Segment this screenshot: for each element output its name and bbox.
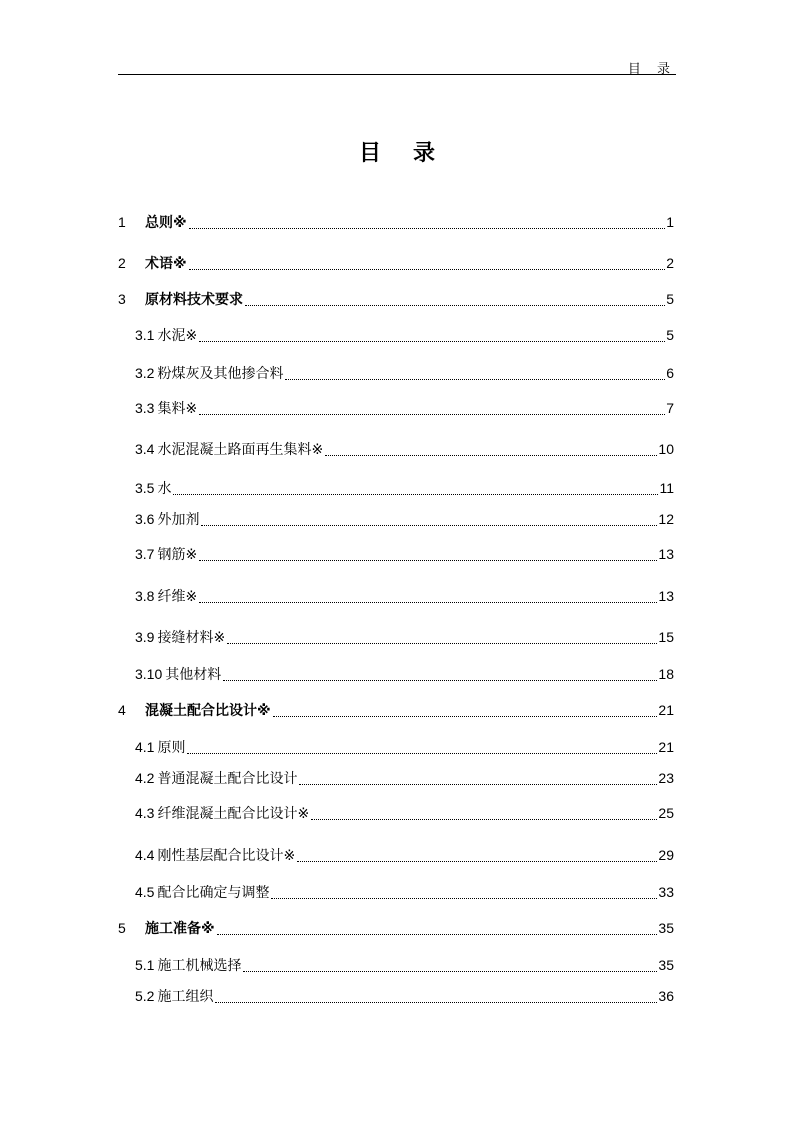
dot-leader xyxy=(299,783,657,785)
toc-entry[interactable] xyxy=(135,956,674,975)
toc-title: 纤维混凝土配合比设计※ xyxy=(157,806,310,822)
dot-leader xyxy=(273,715,658,717)
dot-leader xyxy=(245,304,665,306)
toc-number: 4.4 xyxy=(135,847,155,863)
page-title: 目录 xyxy=(358,141,467,166)
toc-entry[interactable] xyxy=(135,510,674,529)
toc-page-number: 15 xyxy=(658,629,674,645)
toc-entry[interactable] xyxy=(135,364,674,383)
dot-leader xyxy=(271,897,657,899)
toc-number: 3.6 xyxy=(135,511,155,527)
toc-title: 其他材料 xyxy=(165,667,222,683)
toc-number: 4.5 xyxy=(135,884,155,900)
toc-page-number: 21 xyxy=(658,739,674,755)
toc-page-number: 21 xyxy=(658,702,674,718)
toc-entry[interactable] xyxy=(135,628,674,647)
toc-entry[interactable] xyxy=(135,545,674,564)
toc-number: 1 xyxy=(118,214,126,230)
toc-entry[interactable] xyxy=(118,213,674,232)
toc-page-number: 11 xyxy=(659,480,674,496)
dot-leader xyxy=(311,818,657,820)
dot-leader xyxy=(173,493,658,495)
toc-page-number: 7 xyxy=(666,400,674,416)
toc-entry[interactable] xyxy=(135,846,674,865)
toc-entry[interactable] xyxy=(135,479,674,498)
dot-leader xyxy=(285,378,665,380)
toc-page-number: 13 xyxy=(658,588,674,604)
toc-title: 水 xyxy=(157,481,172,497)
toc-number: 3.10 xyxy=(135,666,163,682)
dot-leader xyxy=(243,970,657,972)
toc-page-number: 35 xyxy=(658,957,674,973)
toc-title: 施工机械选择 xyxy=(157,958,242,974)
toc-page-number: 23 xyxy=(658,770,674,786)
toc-entry[interactable] xyxy=(118,290,674,309)
toc-entry[interactable] xyxy=(118,254,674,273)
dot-leader xyxy=(199,559,657,561)
toc-number: 3.4 xyxy=(135,441,155,457)
toc-title: 总则※ xyxy=(145,215,187,231)
toc-page-number: 5 xyxy=(666,327,674,343)
toc-page-number: 36 xyxy=(658,988,674,1004)
toc-entry[interactable] xyxy=(135,987,674,1006)
toc-title: 外加剂 xyxy=(157,512,200,528)
toc-entry[interactable] xyxy=(135,399,674,418)
toc-number: 3.3 xyxy=(135,400,155,416)
toc-title: 配合比确定与调整 xyxy=(157,885,270,901)
toc-number: 3.9 xyxy=(135,629,155,645)
toc-title: 施工组织 xyxy=(157,989,214,1005)
toc-page-number: 2 xyxy=(666,255,674,271)
toc-title: 混凝土配合比设计※ xyxy=(145,703,271,719)
toc-entry[interactable] xyxy=(135,440,674,459)
toc-page-number: 33 xyxy=(658,884,674,900)
dot-leader xyxy=(297,860,657,862)
toc-page-number: 6 xyxy=(666,365,674,381)
toc-entry[interactable] xyxy=(135,326,674,345)
toc-title: 水泥※ xyxy=(157,328,198,344)
dot-leader xyxy=(189,268,666,270)
dot-leader xyxy=(217,933,658,935)
toc-entry[interactable] xyxy=(118,919,674,938)
toc-title: 集料※ xyxy=(157,401,198,417)
toc-number: 4.2 xyxy=(135,770,155,786)
toc-number: 3.7 xyxy=(135,546,155,562)
toc-page-number: 10 xyxy=(658,441,674,457)
toc-number: 5 xyxy=(118,920,126,936)
toc-page-number: 1 xyxy=(666,214,674,230)
toc-entry[interactable] xyxy=(135,804,674,823)
toc-entry[interactable] xyxy=(135,883,674,902)
dot-leader xyxy=(227,642,657,644)
toc-number: 4 xyxy=(118,702,126,718)
running-header: 目 录 xyxy=(627,62,676,77)
toc-entry[interactable] xyxy=(135,587,674,606)
dot-leader xyxy=(199,601,657,603)
toc-number: 3.8 xyxy=(135,588,155,604)
dot-leader xyxy=(223,679,657,681)
toc-title: 原材料技术要求 xyxy=(145,292,243,308)
toc-page-number: 13 xyxy=(658,546,674,562)
toc-title: 普通混凝土配合比设计 xyxy=(157,771,298,787)
toc-title: 施工准备※ xyxy=(145,921,215,937)
toc-title: 接缝材料※ xyxy=(157,630,226,646)
toc-title: 纤维※ xyxy=(157,589,198,605)
toc-title: 原则 xyxy=(157,740,186,756)
dot-leader xyxy=(199,413,665,415)
toc-number: 4.1 xyxy=(135,739,155,755)
toc-entry[interactable] xyxy=(135,665,674,684)
toc-title: 刚性基层配合比设计※ xyxy=(157,848,296,864)
toc-number: 4.3 xyxy=(135,805,155,821)
toc-number: 3 xyxy=(118,291,126,307)
toc-number: 3.1 xyxy=(135,327,155,343)
toc-number: 5.2 xyxy=(135,988,155,1004)
toc-number: 3.2 xyxy=(135,365,155,381)
toc-page-number: 29 xyxy=(658,847,674,863)
toc-page-number: 18 xyxy=(658,666,674,682)
toc-number: 2 xyxy=(118,255,126,271)
dot-leader xyxy=(201,524,657,526)
dot-leader xyxy=(215,1001,657,1003)
toc-page-number: 12 xyxy=(658,511,674,527)
toc-title: 粉煤灰及其他掺合料 xyxy=(157,366,284,382)
dot-leader xyxy=(189,227,666,229)
toc-entry[interactable] xyxy=(135,738,674,757)
dot-leader xyxy=(325,454,657,456)
toc-title: 水泥混凝土路面再生集料※ xyxy=(157,442,324,458)
toc-title: 钢筋※ xyxy=(157,547,198,563)
toc-entry[interactable] xyxy=(135,769,674,788)
toc-number: 5.1 xyxy=(135,957,155,973)
toc-entry[interactable] xyxy=(118,701,674,720)
dot-leader xyxy=(199,340,665,342)
toc-page-number: 35 xyxy=(658,920,674,936)
toc-number: 3.5 xyxy=(135,480,155,496)
dot-leader xyxy=(187,752,657,754)
toc-page-number: 25 xyxy=(658,805,674,821)
toc-page-number: 5 xyxy=(666,291,674,307)
toc-title: 术语※ xyxy=(145,256,187,272)
